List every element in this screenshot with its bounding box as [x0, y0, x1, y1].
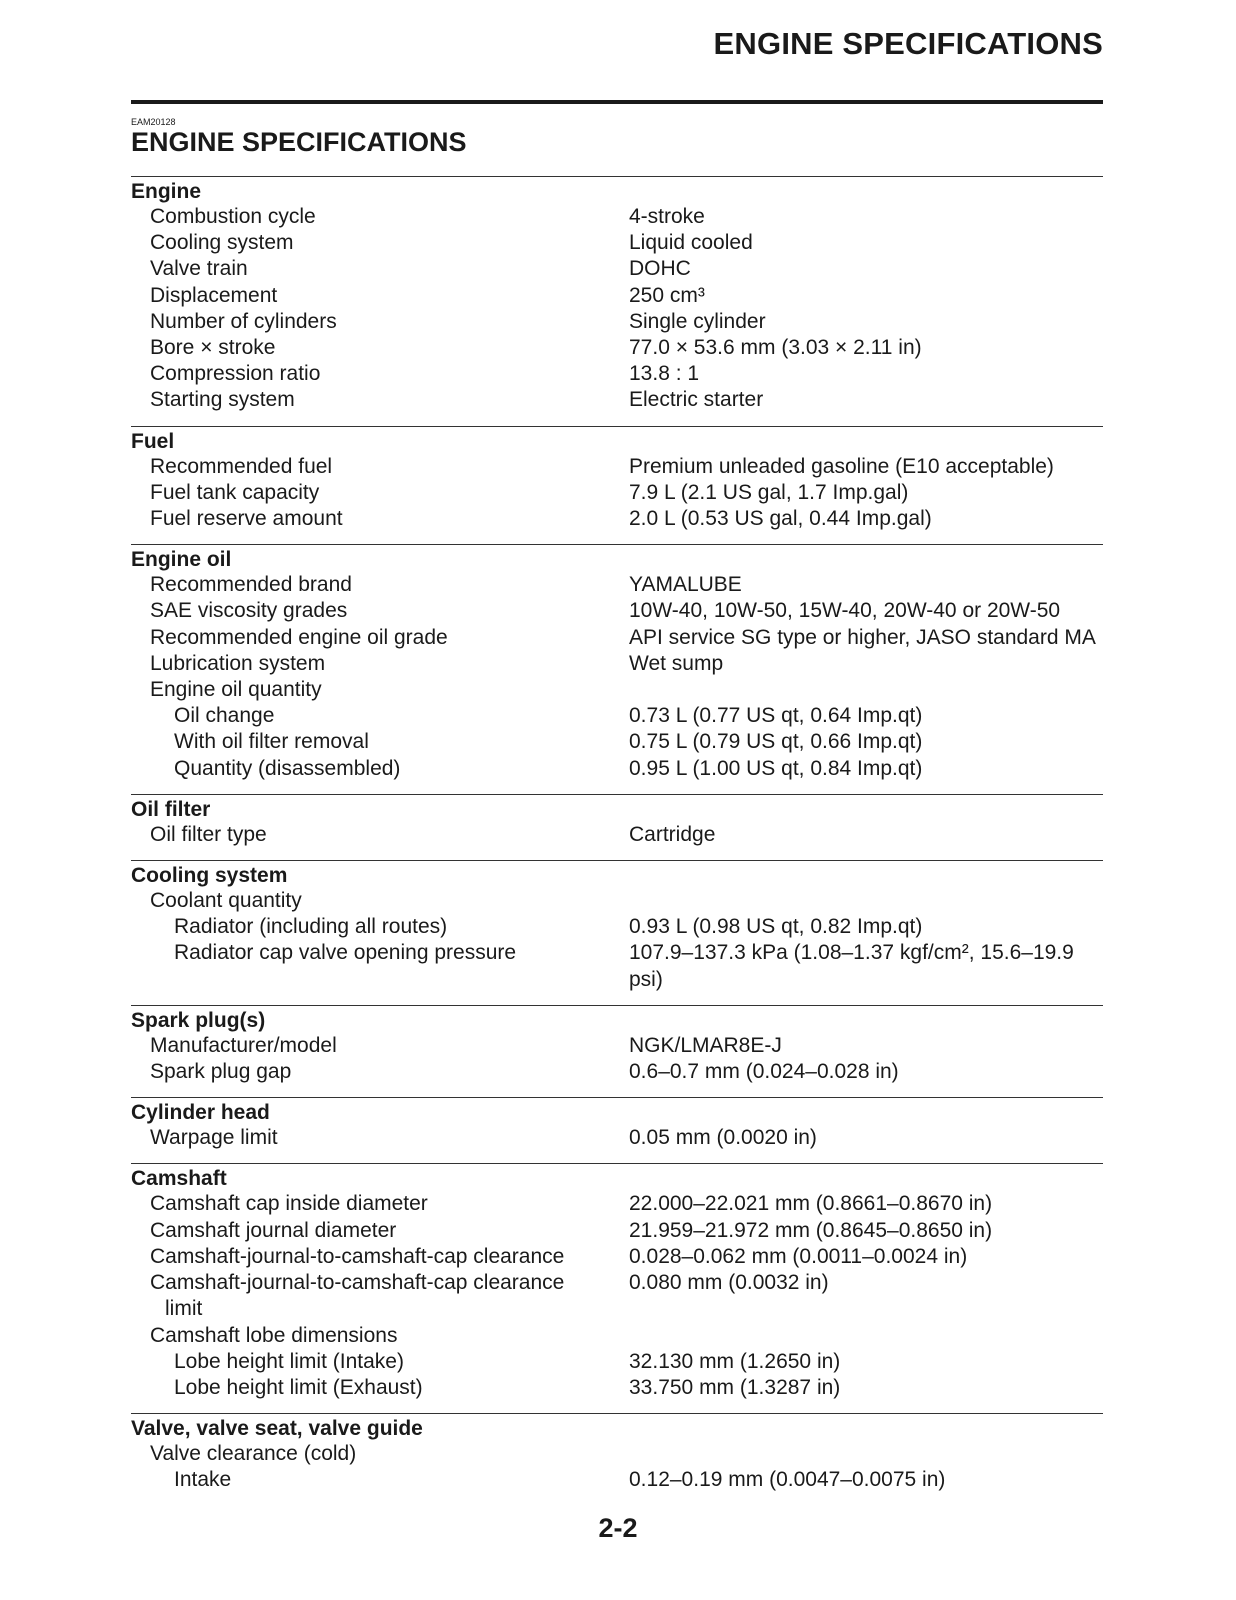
spec-row: [131, 940, 1103, 992]
spec-label: Radiator (including all routes): [174, 915, 448, 939]
group-title: Engine: [131, 180, 202, 203]
spec-label: Valve clearance (cold): [150, 1442, 357, 1466]
spec-table: [131, 176, 1103, 1506]
spec-label: SAE viscosity grades: [150, 599, 348, 623]
spec-value: 7.9 L (2.1 US gal, 1.7 Imp.gal): [629, 480, 909, 504]
spec-value: 77.0 × 53.6 mm (3.03 × 2.11 in): [629, 336, 922, 360]
spec-label: Fuel reserve amount: [150, 507, 343, 531]
spec-value: 13.8 : 1: [629, 362, 700, 386]
group-title: Engine oil: [131, 548, 232, 572]
spec-value: 0.028–0.062 mm (0.0011–0.0024 in): [629, 1244, 968, 1268]
spec-row: [131, 309, 1103, 335]
spec-value: 0.95 L (1.00 US qt, 0.84 Imp.qt): [629, 756, 923, 780]
spec-row: [131, 822, 1103, 848]
spec-row: [131, 1349, 1103, 1375]
group-title: Oil filter: [131, 797, 211, 821]
spec-group-camshaft: [131, 1163, 1103, 1401]
spec-row: [131, 1441, 1103, 1467]
spec-label: Engine oil quantity: [150, 678, 322, 702]
spec-value: Cartridge: [629, 822, 716, 846]
header-rule: [131, 100, 1103, 104]
page-number: 2-2: [598, 1513, 638, 1543]
spec-row: [131, 1218, 1103, 1244]
spec-label: Spark plug gap: [150, 1060, 292, 1084]
spec-label: Oil filter type: [150, 822, 267, 846]
spec-value: 0.6–0.7 mm (0.024–0.028 in): [629, 1060, 899, 1084]
group-title: Valve, valve seat, valve guide: [131, 1417, 423, 1441]
spec-label: Quantity (disassembled): [174, 756, 401, 780]
spec-group-cylinder-head: [131, 1097, 1103, 1151]
spec-row: [131, 625, 1103, 651]
group-title: Cooling system: [131, 864, 288, 888]
spec-row: [131, 888, 1103, 914]
spec-row: [131, 230, 1103, 256]
spec-label: Bore × stroke: [150, 336, 276, 360]
spec-label: Warpage limit: [150, 1126, 278, 1150]
spec-row: [131, 756, 1103, 782]
spec-label: Lobe height limit (Exhaust): [174, 1375, 423, 1399]
spec-label: Valve train: [150, 257, 248, 281]
group-title: Cylinder head: [131, 1101, 270, 1125]
spec-label: Camshaft journal diameter: [150, 1218, 397, 1242]
spec-value: 33.750 mm (1.3287 in): [629, 1375, 841, 1399]
spec-row: [131, 480, 1103, 506]
spec-row: [131, 1244, 1103, 1270]
spec-row: [131, 1375, 1103, 1401]
spec-label: Camshaft lobe dimensions: [150, 1323, 398, 1347]
spec-label: Lubrication system: [150, 651, 326, 675]
section-code: EAM20128: [131, 117, 176, 127]
group-title: Fuel: [131, 429, 175, 453]
spec-label: Compression ratio: [150, 362, 321, 386]
spec-row: [131, 506, 1103, 532]
spec-row: [131, 361, 1103, 387]
spec-value: 0.75 L (0.79 US qt, 0.66 Imp.qt): [629, 730, 923, 754]
section-title: ENGINE SPECIFICATIONS: [131, 127, 467, 157]
spec-value: 10W-40, 10W-50, 15W-40, 20W-40 or 20W-50: [629, 599, 1061, 623]
spec-row: [131, 1270, 1103, 1322]
spec-row: [131, 387, 1103, 413]
spec-value: 0.05 mm (0.0020 in): [629, 1126, 817, 1150]
spec-row: [131, 677, 1103, 703]
page-header-title: ENGINE SPECIFICATIONS: [713, 26, 1103, 61]
spec-value: 21.959–21.972 mm (0.8645–0.8650 in): [629, 1218, 993, 1242]
spec-value: 250 cm³: [629, 283, 705, 307]
spec-value: 0.12–0.19 mm (0.0047–0.0075 in): [629, 1468, 946, 1492]
spec-value: API service SG type or higher, JASO standard MA: [629, 625, 1096, 649]
spec-value: [629, 1323, 1103, 1349]
spec-label: With oil filter removal: [174, 730, 369, 754]
spec-value: 32.130 mm (1.2650 in): [629, 1349, 841, 1373]
spec-label: Camshaft-journal-to-camshaft-cap clearance: [150, 1244, 565, 1268]
spec-row: [131, 1323, 1103, 1349]
spec-label: Camshaft cap inside diameter: [150, 1192, 428, 1216]
group-title: Camshaft: [131, 1167, 227, 1191]
spec-label: Recommended brand: [150, 573, 352, 597]
spec-value: 0.93 L (0.98 US qt, 0.82 Imp.qt): [629, 915, 923, 939]
spec-row: [131, 1125, 1103, 1151]
spec-row: [131, 1467, 1103, 1493]
spec-label: Radiator cap valve opening pressure: [174, 941, 517, 965]
spec-value: Electric starter: [629, 388, 764, 412]
spec-group-cooling-system: [131, 860, 1103, 993]
spec-group-fuel: [131, 426, 1103, 533]
spec-label-multiline: [131, 1270, 629, 1322]
spec-label: Lobe height limit (Intake): [174, 1349, 404, 1373]
spec-row: [131, 335, 1103, 361]
spec-label: Recommended engine oil grade: [150, 625, 448, 649]
spec-row: [131, 1059, 1103, 1085]
spec-row: [131, 729, 1103, 755]
spec-group-engine: [131, 176, 1103, 414]
spec-row: [131, 1033, 1103, 1059]
spec-group-oil-filter: [131, 794, 1103, 848]
spec-row: [131, 256, 1103, 282]
spec-row: [131, 1191, 1103, 1217]
spec-value: YAMALUBE: [629, 573, 742, 597]
group-title: Spark plug(s): [131, 1008, 266, 1032]
spec-value: Wet sump: [629, 651, 724, 675]
spec-label: Starting system: [150, 388, 295, 412]
spec-label: Manufacturer/model: [150, 1033, 337, 1057]
spec-group-spark-plugs: [131, 1005, 1103, 1085]
spec-value: [629, 888, 1103, 914]
spec-value: Liquid cooled: [629, 231, 753, 255]
spec-label: Displacement: [150, 283, 278, 307]
spec-label: Camshaft-journal-to-camshaft-cap clearance: [150, 1271, 565, 1295]
spec-value: Premium unleaded gasoline (E10 acceptable): [629, 454, 1054, 478]
spec-value: Single cylinder: [629, 309, 766, 333]
spec-value: DOHC: [629, 257, 691, 281]
spec-value: [629, 677, 1103, 703]
spec-label: Fuel tank capacity: [150, 480, 320, 504]
spec-label-continuation: limit: [165, 1297, 203, 1321]
spec-label: Recommended fuel: [150, 454, 333, 478]
spec-value: 0.73 L (0.77 US qt, 0.64 Imp.qt): [629, 704, 923, 728]
spec-row: [131, 651, 1103, 677]
spec-value: 0.080 mm (0.0032 in): [629, 1271, 829, 1295]
spec-label: Intake: [174, 1468, 232, 1492]
spec-value: 107.9–137.3 kPa (1.08–1.37 kgf/cm², 15.6–19.9 psi): [629, 941, 1074, 991]
spec-row: [131, 572, 1103, 598]
spec-value: 4-stroke: [629, 205, 705, 228]
spec-row: [131, 454, 1103, 480]
spec-row: [131, 703, 1103, 729]
spec-group-valve: [131, 1413, 1103, 1493]
spec-label: Coolant quantity: [150, 889, 302, 913]
spec-row: [131, 283, 1103, 309]
spec-value: 2.0 L (0.53 US gal, 0.44 Imp.gal): [629, 507, 932, 531]
spec-label: Combustion cycle: [150, 205, 316, 228]
spec-value: [629, 1441, 1103, 1467]
spec-label: Cooling system: [150, 231, 294, 255]
spec-value: NGK/LMAR8E-J: [629, 1033, 782, 1057]
spec-row: [131, 204, 1103, 230]
spec-row: [131, 914, 1103, 940]
spec-value: 22.000–22.021 mm (0.8661–0.8670 in): [629, 1192, 993, 1216]
spec-group-engine-oil: [131, 544, 1103, 782]
spec-label: Oil change: [174, 704, 275, 728]
spec-row: [131, 598, 1103, 624]
spec-label: Number of cylinders: [150, 309, 337, 333]
